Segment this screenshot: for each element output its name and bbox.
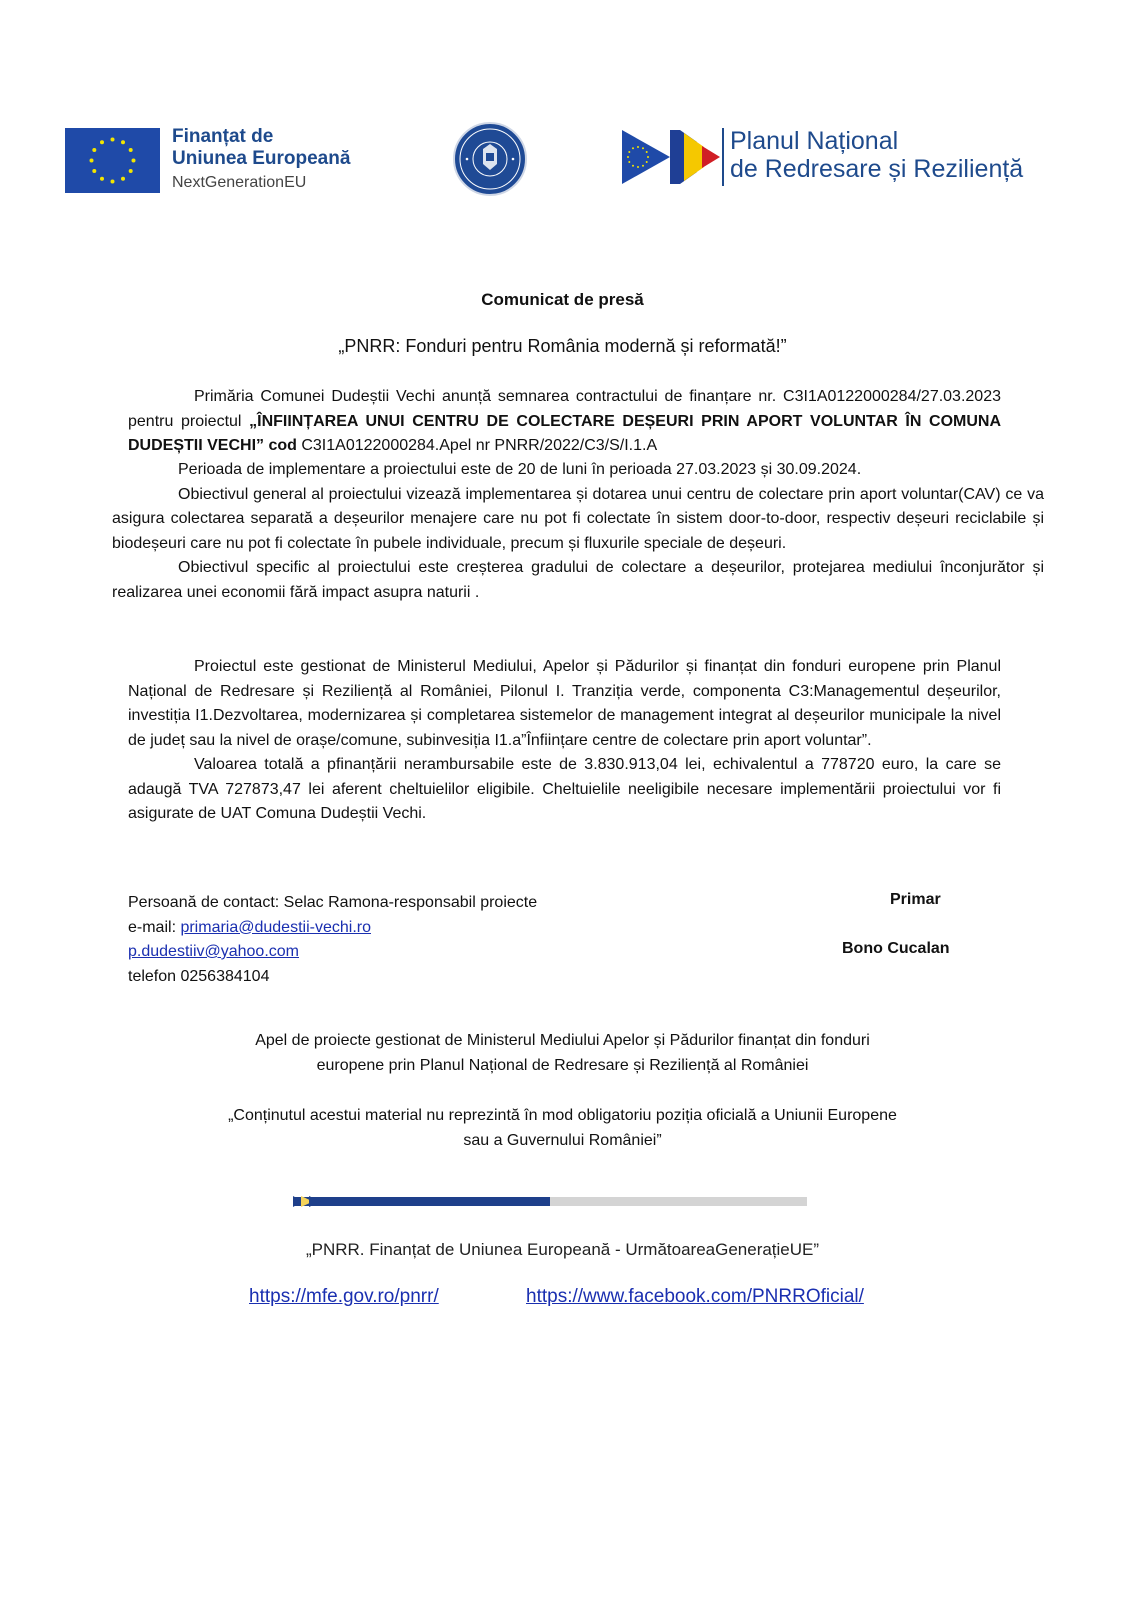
objectives-block bbox=[112, 458, 1044, 605]
star-icon bbox=[647, 156, 649, 158]
bar-arrow-icon bbox=[293, 1195, 327, 1208]
general-objective-paragraph: Obiectivul general al proiectului vizează implementarea și dotarea unui centru de colectare prin aport voluntar(CAV) ce va asigura colectarea separată a deșeurilor menajere care nu pot fi colectate în sistem door-to-door, respectiv deșeuri reciclabile și biodeșeuri care nu pot fi colectate în pubele individuale, precum și fluxurile speciale de deșeuri. bbox=[112, 485, 1044, 552]
star-icon bbox=[121, 140, 125, 144]
pnrr-logo-line2: de Redresare și Reziliență bbox=[730, 155, 1024, 183]
email-link-secondary[interactable]: p.dudestiiv@yahoo.com bbox=[128, 943, 299, 960]
funding-block bbox=[128, 655, 1001, 827]
eu-flag-icon bbox=[65, 128, 160, 193]
star-icon bbox=[646, 161, 648, 163]
star-icon bbox=[627, 156, 629, 158]
star-icon bbox=[132, 159, 136, 163]
star-icon bbox=[100, 140, 104, 144]
star-icon bbox=[129, 148, 133, 152]
star-icon bbox=[121, 177, 125, 181]
disclaimer-line2: sau a Guvernului României” bbox=[463, 1131, 662, 1149]
star-icon bbox=[628, 151, 630, 153]
star-icon bbox=[632, 147, 634, 149]
disclaimer-line1: „Conținutul acestui material nu reprezintă în mod obligatoriu poziția oficială a Uniunii Europene bbox=[228, 1107, 897, 1124]
eu-funding-logo-text bbox=[172, 126, 350, 194]
contact-block bbox=[128, 891, 537, 989]
funding-call-line1: Apel de proiecte gestionat de Ministerul Mediului Apelor și Pădurilor finanțat din fonduri bbox=[255, 1032, 870, 1049]
eu-logo-line3: NextGenerationEU bbox=[172, 174, 307, 191]
mfe-pnrr-link[interactable]: https://mfe.gov.ro/pnrr/ bbox=[249, 1286, 439, 1307]
implementation-period-paragraph: Perioada de implementare a proiectului este de 20 de luni în perioada 27.03.2023 și 30.09.2024. bbox=[178, 461, 862, 478]
email-line bbox=[128, 916, 537, 941]
funding-call-line2: europene prin Planul Național de Redresare și Reziliență al României bbox=[316, 1056, 809, 1074]
project-management-paragraph: Proiectul este gestionat de Ministerul Mediului, Apelor și Pădurilor și finanțat din fonduri europene prin Planul Național de Redresare și Reziliență al României, Pilonul I. Tranziția verde, componenta C3:Managementul deșeurilor, investiția I1.Dezvoltarea, modernizarea și completarea sistemelor de management integrat al deșeurilor municipale la nivel de județ sau la nivel de orașe/comune, subinvesiția I1.a”Înființare centre de colectare prin aport voluntar”. bbox=[128, 658, 1001, 749]
star-icon bbox=[628, 161, 630, 163]
star-icon bbox=[111, 138, 115, 142]
pnrr-logo-divider bbox=[722, 128, 724, 186]
phone-number: telefon 0256384104 bbox=[128, 967, 270, 985]
star-icon bbox=[642, 165, 644, 167]
email-link-primary[interactable]: primaria@dudestii-vechi.ro bbox=[180, 918, 371, 936]
romanian-government-seal-icon bbox=[453, 122, 527, 196]
pnrr-logo-line1: Planul Național bbox=[730, 127, 899, 155]
pnrr-slogan: „PNRR. Finanțat de Uniunea Europeană - UrmătoareaGenerațieUE” bbox=[305, 1240, 820, 1259]
specific-objective-paragraph: Obiectivul specific al proiectului este creșterea gradului de colectare a deșeurilor, protejarea mediului înconjurător și realizarea unei economii fără impact asupra naturii . bbox=[112, 559, 1044, 601]
eu-logo-line1: Finanțat de bbox=[172, 126, 274, 147]
email-label: e-mail: bbox=[128, 918, 181, 936]
eu-stars-icon bbox=[65, 128, 160, 193]
eu-logo-line2: Uniunea Europeană bbox=[172, 148, 351, 169]
facebook-pnrr-link[interactable]: https://www.facebook.com/PNRROficial/ bbox=[526, 1286, 864, 1307]
disclaimer-note bbox=[0, 1104, 1125, 1153]
pnrr-arrows-icon bbox=[622, 128, 722, 191]
star-icon bbox=[642, 147, 644, 149]
funding-value-paragraph: Valoarea totală a pfinanțării nerambursabile este de 3.830.913,04 lei, echivalentul a 778720 euro, la care se adaugă TVA 727873,47 lei aferent cheltuielilor eligibile. Cheltuielile neeligibile necesare implementării proiectului vor fi asigurate de UAT Comuna Dudeștii Vechi. bbox=[128, 756, 1001, 822]
signature-role: Primar bbox=[890, 891, 941, 908]
page-subtitle: „PNRR: Fonduri pentru România modernă și reformată!” bbox=[338, 336, 787, 356]
contract-announcement-paragraph bbox=[128, 385, 1001, 459]
bar-fill bbox=[293, 1197, 550, 1206]
star-icon bbox=[100, 177, 104, 181]
announcement-text: Primăria Comunei Dudeștii Vechi anunță semnarea contractului de finanțare nr. C3I1A0122000284/27.03.2023 pentru proiectul bbox=[128, 388, 1001, 430]
star-icon bbox=[111, 180, 115, 184]
funding-call-note bbox=[0, 1029, 1125, 1078]
star-icon bbox=[129, 169, 133, 173]
project-name: „ÎNFIINȚAREA UNUI CENTRU DE COLECTARE DEȘEURI PRIN APORT VOLUNTAR ÎN COMUNA DUDEȘTII VECHI” cod bbox=[128, 412, 1002, 454]
pnrr-decorative-bar bbox=[293, 1195, 807, 1207]
star-icon bbox=[637, 166, 639, 168]
star-icon bbox=[92, 169, 96, 173]
star-icon bbox=[632, 165, 634, 167]
star-icon bbox=[90, 159, 94, 163]
star-icon bbox=[646, 151, 648, 153]
signature-name: Bono Cucalan bbox=[842, 940, 950, 957]
pnrr-logo-text bbox=[730, 127, 1023, 183]
contact-person: Persoană de contact: Selac Ramona-responsabil proiecte bbox=[128, 894, 538, 911]
page-title: Comunicat de presă bbox=[481, 290, 644, 309]
star-icon bbox=[92, 148, 96, 152]
star-icon bbox=[637, 146, 639, 148]
project-code: C3I1A0122000284.Apel nr PNRR/2022/C3/S/I.1.A bbox=[296, 437, 658, 454]
